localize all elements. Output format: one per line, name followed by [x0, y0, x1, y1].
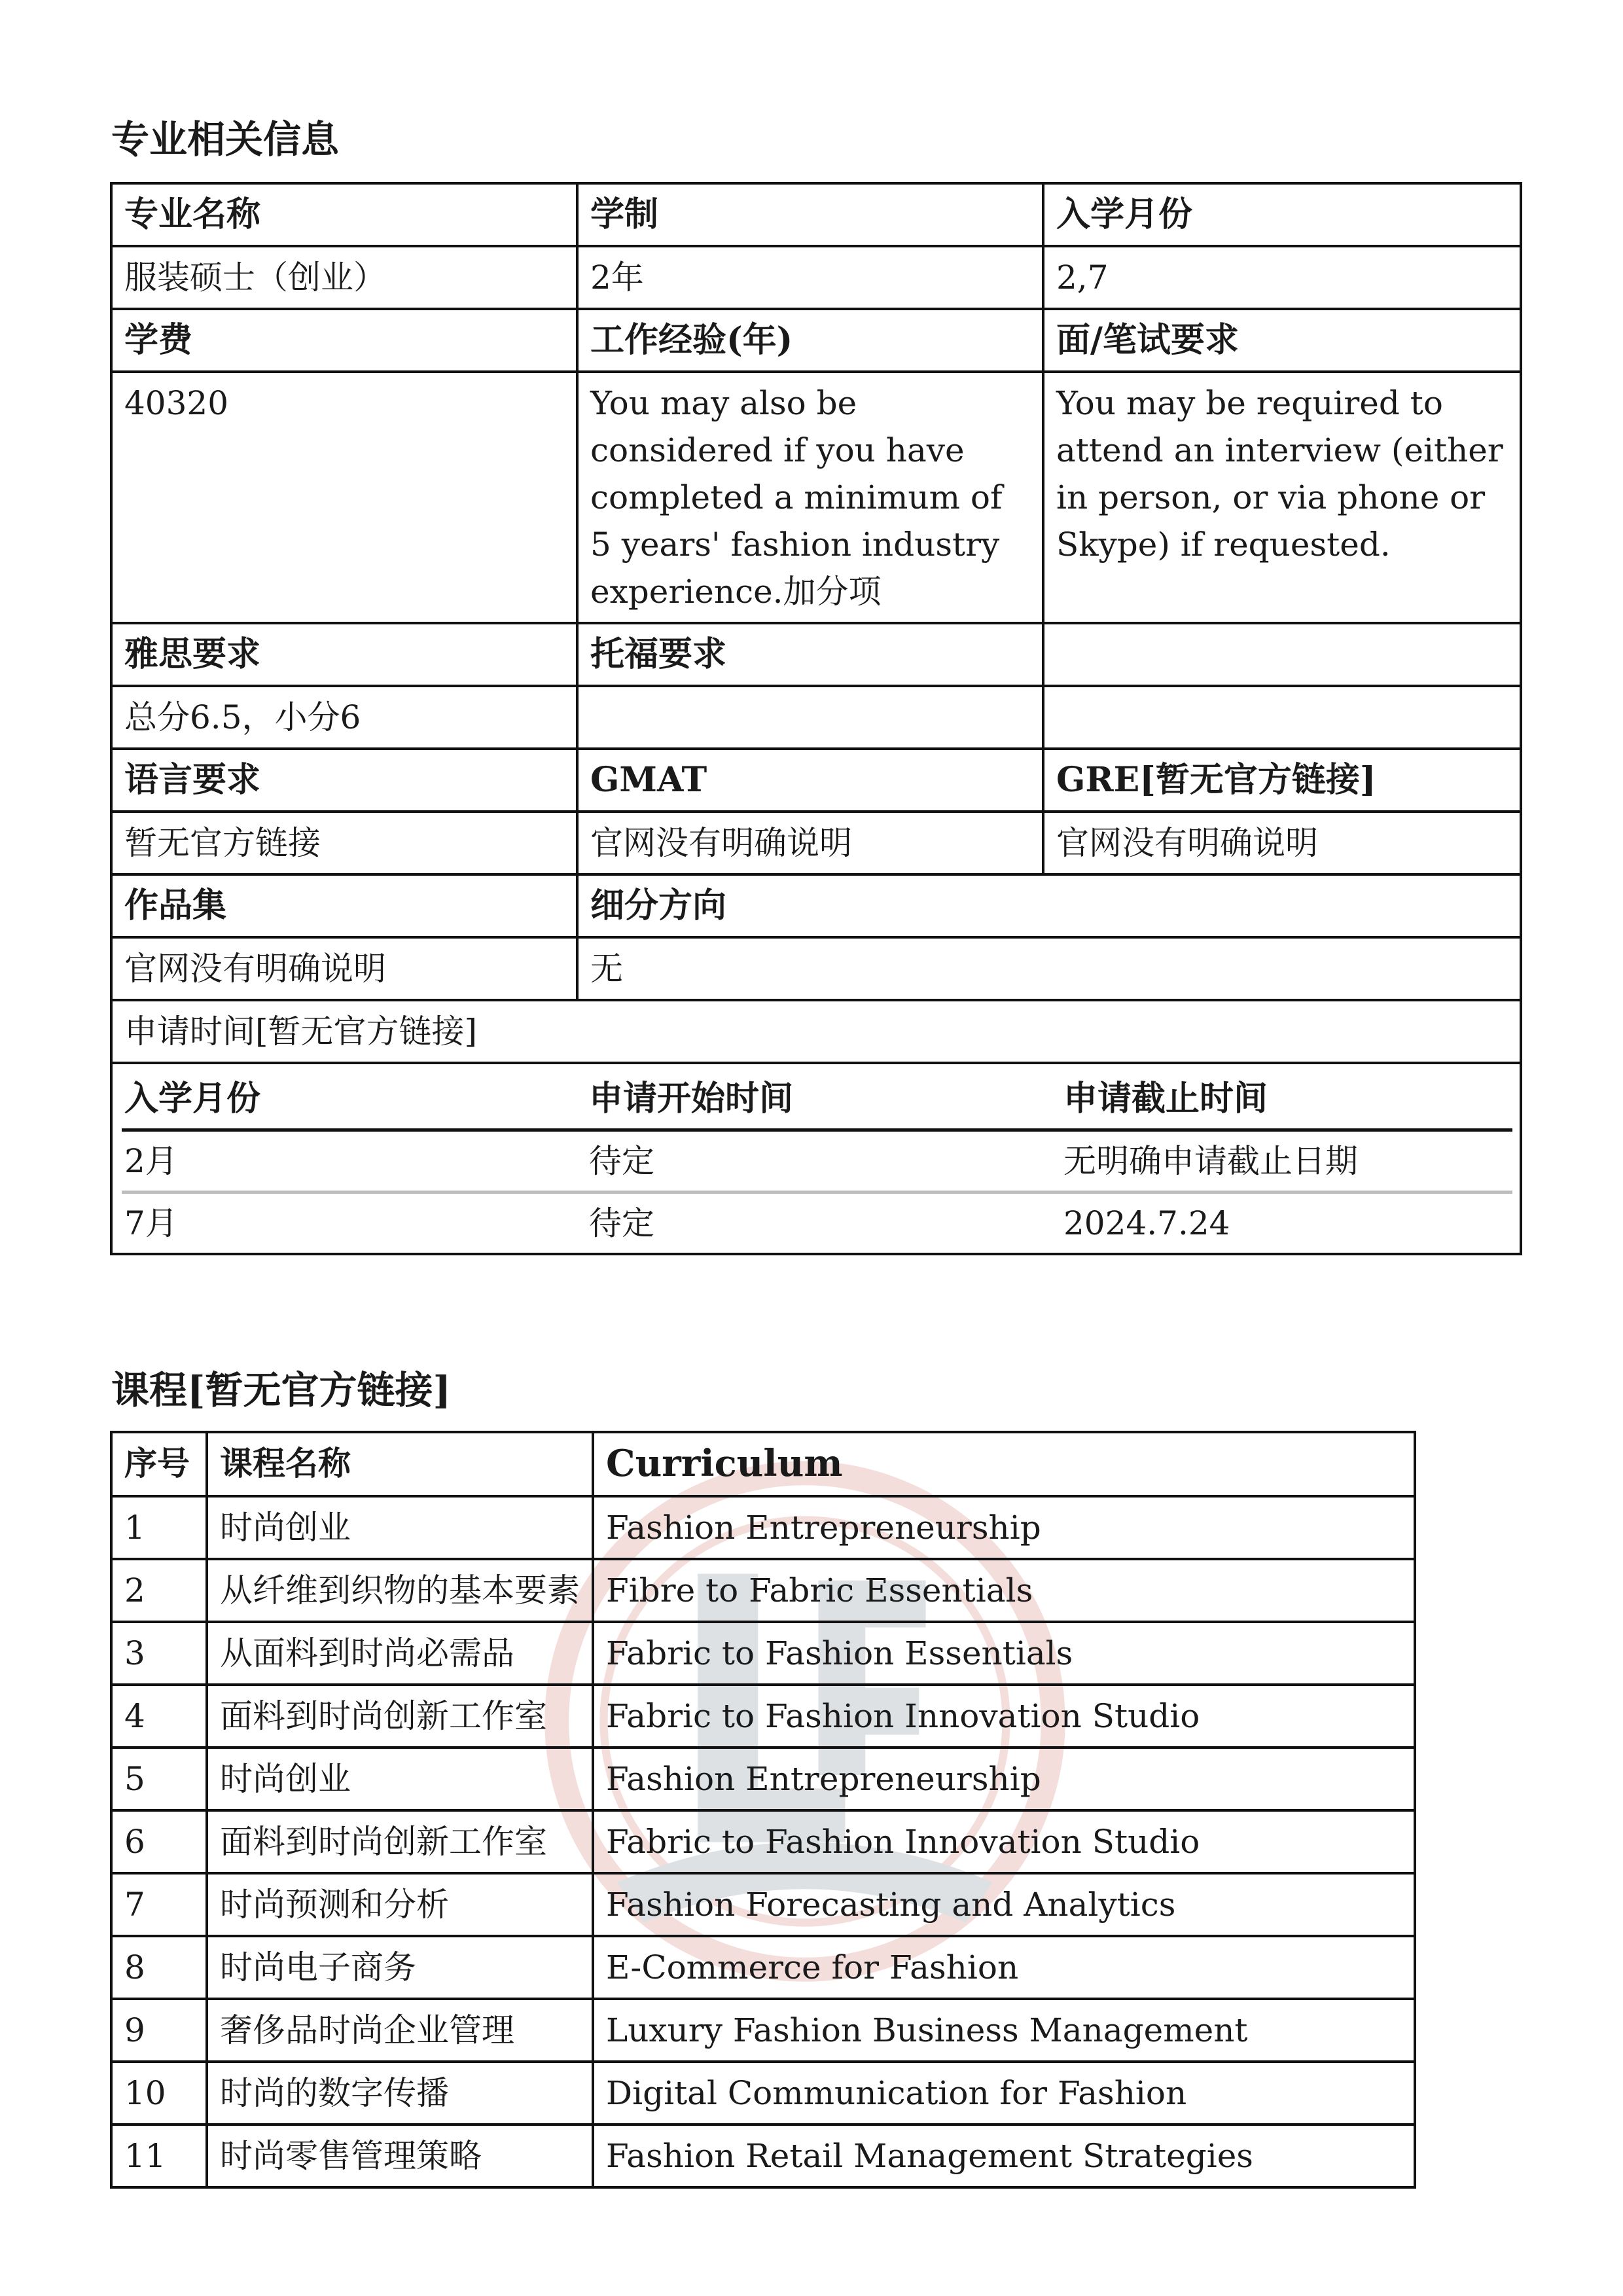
header-intake-month: 入学月份: [1043, 183, 1521, 246]
table-row: [111, 749, 1521, 812]
timing-header-start: 申请开始时间: [586, 1069, 1061, 1130]
table-row: [111, 1496, 1415, 1559]
header-duration: 学制: [577, 183, 1043, 246]
timing-header-intake: 入学月份: [122, 1069, 586, 1130]
table-row: [111, 1748, 1415, 1810]
course-name-en: Fabric to Fashion Essentials: [593, 1622, 1415, 1685]
value-portfolio: 官网没有明确说明: [111, 937, 577, 1000]
header-course-name: 课程名称: [207, 1432, 593, 1496]
course-name-en: Fabric to Fashion Innovation Studio: [593, 1685, 1415, 1748]
table-row: [111, 623, 1521, 686]
course-index: 9: [111, 1999, 207, 2062]
value-gmat: 官网没有明确说明: [577, 812, 1043, 874]
course-index: 6: [111, 1810, 207, 1873]
application-time-label: 申请时间[暂无官方链接]: [111, 1000, 1521, 1063]
timing-start: 待定: [589, 1204, 654, 1242]
header-ielts: 雅思要求: [111, 623, 577, 686]
table-row: [111, 874, 1521, 937]
table-row: [111, 1000, 1521, 1063]
course-index: 1: [111, 1496, 207, 1559]
value-interview: You may be required to attend an interview (either in person, or via phone or Skype) if requested.: [1043, 372, 1521, 623]
value-intake-month: 2,7: [1043, 246, 1521, 309]
table-row: [111, 1873, 1415, 1936]
course-name-cn: 时尚电子商务: [207, 1936, 593, 1999]
table-row: [111, 1685, 1415, 1748]
header-gre: GRE[暂无官方链接]: [1043, 749, 1521, 812]
timing-start: 待定: [586, 1130, 1061, 1193]
timing-intake: 2月: [122, 1130, 586, 1193]
header-work-experience: 工作经验(年): [577, 309, 1043, 372]
table-row: [111, 2062, 1415, 2125]
header-index: 序号: [111, 1432, 207, 1496]
header-gmat: GMAT: [577, 749, 1043, 812]
header-tuition: 学费: [111, 309, 577, 372]
course-name-cn: 时尚的数字传播: [207, 2062, 593, 2125]
table-row: [111, 372, 1521, 623]
value-toefl: [577, 686, 1043, 749]
course-name-en: Fibre to Fabric Essentials: [593, 1559, 1415, 1622]
course-name-cn: 面料到时尚创新工作室: [207, 1810, 593, 1873]
table-row: [111, 1622, 1415, 1685]
course-index: 7: [111, 1873, 207, 1936]
table-row: [111, 183, 1521, 246]
course-name-cn: 面料到时尚创新工作室: [207, 1685, 593, 1748]
courses-title: 课程[暂无官方链接]: [111, 1368, 451, 1412]
course-name-en: Fashion Retail Management Strategies: [593, 2125, 1415, 2187]
table-row: [111, 937, 1521, 1000]
table-row: [111, 1936, 1415, 1999]
table-row: [111, 2125, 1415, 2187]
course-name-cn: 时尚零售管理策略: [207, 2125, 593, 2187]
course-name-en: Fabric to Fashion Innovation Studio: [593, 1810, 1415, 1873]
course-name-en: Digital Communication for Fashion: [593, 2062, 1415, 2125]
table-row: [111, 309, 1521, 372]
timing-deadline: 无明确申请截止日期: [1061, 1130, 1512, 1193]
header-empty: [1043, 623, 1521, 686]
course-name-en: E-Commerce for Fashion: [593, 1936, 1415, 1999]
course-name-cn: 时尚创业: [207, 1748, 593, 1810]
course-name-cn: 时尚创业: [207, 1496, 593, 1559]
curriculum-body: [111, 1496, 1415, 2187]
value-tuition: 40320: [111, 372, 577, 623]
timing-header-deadline: 申请截止时间: [1061, 1069, 1512, 1130]
course-index: 11: [111, 2125, 207, 2187]
table-row: [111, 1999, 1415, 2062]
header-curriculum: Curriculum: [593, 1432, 1415, 1496]
program-info-title: 专业相关信息: [111, 117, 340, 162]
table-header-row: [111, 1432, 1415, 1496]
course-name-cn: 从面料到时尚必需品: [207, 1622, 593, 1685]
table-row: [111, 1063, 1521, 1254]
value-language: 暂无官方链接: [111, 812, 577, 874]
header-toefl: 托福要求: [577, 623, 1043, 686]
timing-deadline: 2024.7.24: [1063, 1204, 1230, 1242]
table-row: [111, 246, 1521, 309]
value-duration: 2年: [577, 246, 1043, 309]
value-program-name: 服装硕士（创业）: [111, 246, 577, 309]
application-timing-cell: [111, 1063, 1521, 1254]
timing-row: [122, 1193, 1512, 1253]
program-info-table: [110, 182, 1522, 1255]
course-index: 10: [111, 2062, 207, 2125]
course-name-en: Fashion Entrepreneurship: [593, 1748, 1415, 1810]
course-index: 2: [111, 1559, 207, 1622]
course-index: 4: [111, 1685, 207, 1748]
timing-intake: 7月: [124, 1204, 178, 1242]
table-row: [111, 686, 1521, 749]
application-timing-table: [122, 1069, 1512, 1253]
value-work-experience: You may also be considered if you have completed a minimum of 5 years' fashion industry experience.加分项: [577, 372, 1043, 623]
curriculum-table: [110, 1431, 1416, 2189]
header-program-name: 专业名称: [111, 183, 577, 246]
course-name-en: Luxury Fashion Business Management: [593, 1999, 1415, 2062]
value-empty: [1043, 686, 1521, 749]
value-specialization: 无: [577, 937, 1521, 1000]
course-index: 5: [111, 1748, 207, 1810]
timing-header-row: [122, 1069, 1512, 1130]
course-name-cn: 时尚预测和分析: [207, 1873, 593, 1936]
value-ielts: 总分6.5，小分6: [111, 686, 577, 749]
header-specialization: 细分方向: [577, 874, 1521, 937]
header-portfolio: 作品集: [111, 874, 577, 937]
course-name-en: Fashion Entrepreneurship: [593, 1496, 1415, 1559]
table-row: [111, 1559, 1415, 1622]
course-index: 3: [111, 1622, 207, 1685]
table-row: [111, 812, 1521, 874]
course-name-en: Fashion Forecasting and Analytics: [593, 1873, 1415, 1936]
course-index: 8: [111, 1936, 207, 1999]
timing-row: [122, 1130, 1512, 1193]
header-interview: 面/笔试要求: [1043, 309, 1521, 372]
course-name-cn: 奢侈品时尚企业管理: [207, 1999, 593, 2062]
table-row: [111, 1810, 1415, 1873]
value-gre: 官网没有明确说明: [1043, 812, 1521, 874]
course-name-cn: 从纤维到织物的基本要素: [207, 1559, 593, 1622]
header-language: 语言要求: [111, 749, 577, 812]
